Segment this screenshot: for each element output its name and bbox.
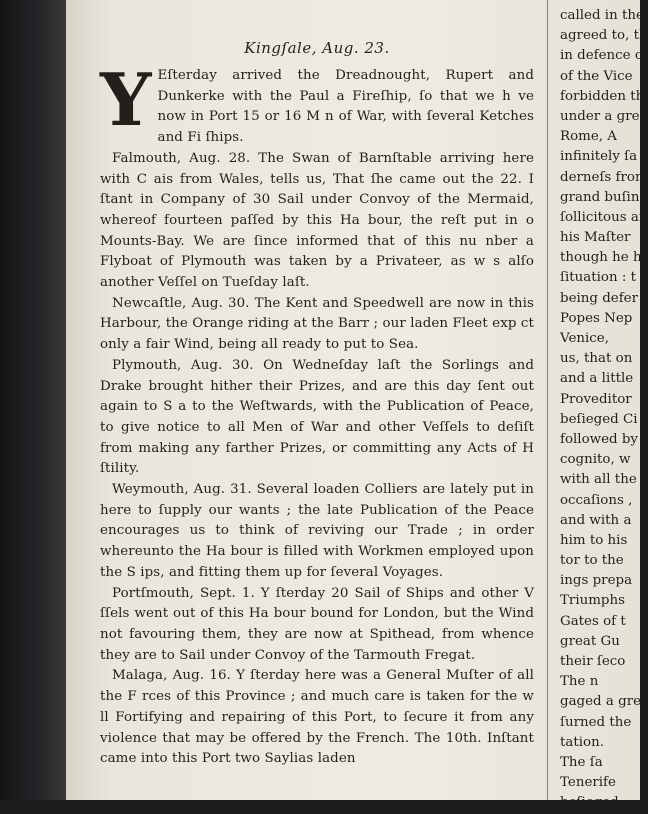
right-column-line: Rome, A (560, 129, 617, 145)
right-column-line: occaſions , (560, 492, 633, 508)
paragraph-text: Eſterday arrived the Dreadnought, Rupert and Dunkerke with the Paul a Fireſhip, ſo that we h ve now in Port 15 or 16 M n of War, with ſeveral Ketches and Fi ſhips. (157, 68, 534, 146)
right-column-line: us, that on (560, 351, 633, 367)
right-column-line: gaged a gre (560, 694, 642, 710)
right-column-line: and a little (560, 371, 634, 387)
paragraph-text: Plymouth, Aug. 30. On Wedneſday laſt the Sorlings and Drake brought hither their Prizes, and are this day ſent out again to S a to the Weſtwards, with the Publication of Peace, to give notice to all Men of War and other Veſſels to deſiſt from making any farther Prizes, or committing any Acts of H ſtility. (100, 357, 534, 477)
right-column-line: derneſs from (560, 169, 648, 185)
right-column-line: his Maſter (560, 230, 631, 246)
right-column-line: beſieged Ci (560, 411, 638, 427)
right-column-line: great Gu (560, 633, 620, 649)
right-column-line: beſieged, (560, 795, 623, 811)
right-column-line: tor to the (560, 553, 624, 569)
right-column-line: followed by (560, 431, 638, 447)
right-column-line: of the Vice (560, 68, 633, 84)
right-column-line: in defence o (560, 48, 643, 64)
right-column-line: tation. (560, 734, 604, 750)
right-column-line: their ſeco (560, 654, 626, 669)
paragraph-malaga (100, 666, 534, 770)
drop-cap: Y (100, 57, 152, 142)
paragraph-kingsale (100, 57, 534, 149)
paragraph-text: Weymouth, Aug. 31. Several loaden Colliers are lately put in here to ſupply our wants ; the late Publication of the Peace encourages us to think of reviving our Trade ; in order whereunto the Ha bour is filled with Workmen employed upon the S ips, and fitting them up for ſeveral Voyages. (100, 482, 534, 580)
article-body (100, 57, 534, 770)
book-binding-shadow (0, 0, 66, 800)
right-column-line: ſituation : t (560, 270, 636, 286)
right-column-line: with all the (560, 472, 637, 488)
right-column-line: The n (560, 674, 599, 690)
paragraph-plymouth (100, 356, 534, 480)
column-rule (547, 0, 548, 800)
main-column (92, 0, 542, 800)
right-column-line: forbidden th (560, 88, 645, 104)
right-column-line: ings prepa (560, 573, 633, 589)
paragraph-falmouth (100, 149, 534, 294)
right-column (556, 0, 648, 811)
right-column-line: Tenerife (560, 775, 616, 791)
paragraph-text: Newcaſtle, Aug. 30. The Kent and Speedwell are now in this Harbour, the Orange riding at the Barr ; our laden Fleet exp ct only a fair Wind, being all ready to put to Sea. (100, 295, 534, 353)
paragraph-weymouth (100, 480, 534, 584)
right-column-line: Triumphs (560, 593, 626, 609)
paragraph-portsmouth (100, 584, 534, 667)
right-column-line: agreed to, th (560, 28, 648, 44)
right-column-line: ſollicitous ar (560, 209, 646, 225)
right-column-line: Venice, (560, 331, 609, 346)
right-column-lines (556, 6, 648, 814)
paragraph-text: Portſmouth, Sept. 1. Y ſterday 20 Sail of Ships and other V ſſels went out of this Ha bour bound for London, but the Wind not favouring them, they are now at Spithead, from whence they are to Sail under Convoy of the Tarmouth Fregat. (100, 585, 534, 663)
right-column-line: The ſa (560, 754, 603, 770)
paragraph-text: Falmouth, Aug. 28. The Swan of Barnſtable arriving here with C ais from Wales, tells us, That ſhe came out the 22. I ſtant in Company of 30 Sail under Convoy of the Mermaid, whereof fourteen paſſed by this Ha bour, the reſt put in o Mounts-Bay. We are ſince informed that of this nu nber a Flyboat of Plymouth was taken by a Privateer, as w s alſo another Veſſel on Tueſday laſt. (100, 150, 534, 291)
right-column-line: though he h (560, 250, 642, 266)
right-column-line: ſurned the (560, 714, 632, 730)
right-column-line: infinitely ſa (560, 149, 638, 165)
paragraph-text: Malaga, Aug. 16. Y ſterday here was a General Muſter of all the F rces of this Province ; and much care is taken for the w ll Fortifying and repairing of this Port, to ſecure it from any violence that may be offered by the French. The 10th. Inſtant came into this Port two Saylias laden (100, 668, 534, 767)
right-column-line: cognito, w (560, 452, 631, 468)
right-column-line: called in the (560, 8, 644, 23)
right-column-line: grand buſine (560, 189, 648, 205)
right-column-line: Popes Nep (560, 310, 633, 326)
dateline-kingsale: Kingſale, Aug. 23. (244, 39, 390, 57)
right-column-line: Gates of t (560, 613, 626, 629)
right-column-line: Proveditor (560, 391, 632, 407)
right-column-line: him to his (560, 532, 628, 548)
paragraph-newcastle (100, 294, 534, 356)
right-column-line: being defer (560, 290, 639, 306)
right-column-line: under a gre (560, 108, 640, 124)
right-column-line: and with a (560, 512, 632, 528)
